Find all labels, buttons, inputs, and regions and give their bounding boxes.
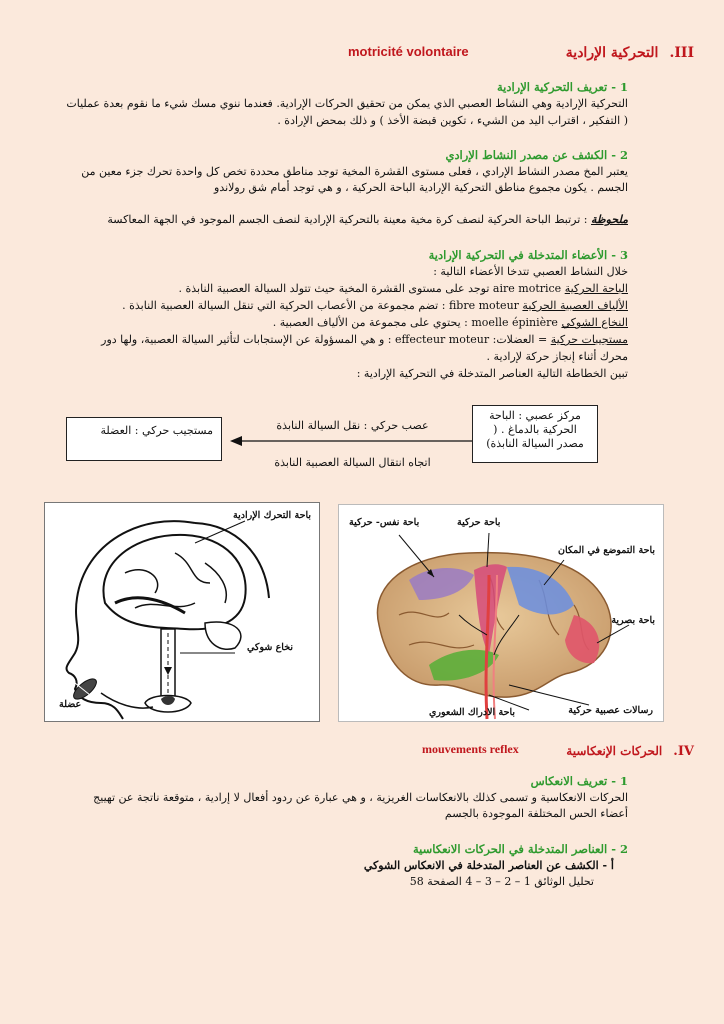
figure-left-drawing xyxy=(44,502,320,722)
s3-3-item4-ar: مستجيبات حركية xyxy=(550,333,628,346)
s3-1-line1: التحركية الإرادية وهي النشاط العصبي الذي يمكن من تحقيق الحركات الإرادية. فعندما ننوي مسك شيء ما نقوم بعدة عمليات xyxy=(66,97,628,110)
label-sensory-area: باحة الادراك الشعوري xyxy=(429,707,515,718)
section-4-title-fr: mouvements reflex xyxy=(422,742,519,756)
s4-1-line2: أعضاء الحس المختلفة الموجودة بالجسم xyxy=(444,807,628,820)
label-spinal-cord: نخاع شوكي xyxy=(247,642,293,653)
s3-2-note-text: : ترتبط الباحة الحركية لنصف كرة مخية معينة بالتحركية الإرادية لنصف الجسم الموجود في الجهة المعاكسة xyxy=(107,213,588,226)
scheme-center-box: مركز عصبي : الباحة الحركية بالدماغ . ( مصدر السيالة النابذة) xyxy=(472,405,598,463)
brain-areas-drawing xyxy=(339,505,663,721)
label-voluntary-area: باحة التحرك الإرادية xyxy=(233,510,311,521)
s3-3-item3-fr: moelle épinière xyxy=(471,316,558,329)
s4-2-heading: 2 - العناصر المتدخلة في الحركات الانعكاسية xyxy=(412,842,628,856)
s3-1-line2: ( التفكير ، اقتراب اليد من الشيء ، تكوين قبضة الأخذ ) و ذلك بمحض الإرادة . xyxy=(277,114,628,127)
section-3-title-ar: التحركية الإرادية xyxy=(565,45,659,61)
s3-3-intro: خلال النشاط العصبي تتدخا الأعضاء التالية : xyxy=(433,265,628,278)
s3-2-line1: يعتبر المخ مصدر النشاط الإرادي ، فعلى مستوى القشرة المخية توجد مناطق محددة تخص كل واحدة تحرك جزء معين من xyxy=(81,165,628,178)
label-motor-area: باحة حركية xyxy=(457,517,501,528)
label-motor-messages: رسالات عصبية حركية xyxy=(568,705,653,716)
figure-right-brain xyxy=(338,504,664,722)
s3-3-item2-ar: الألياف العصبية الحركية xyxy=(522,299,628,312)
scheme-direction-label: اتجاه انتقال السيالة العصبية النابذة xyxy=(274,456,431,469)
scheme-nerve-label: عصب حركي : نقل السيالة النابذة xyxy=(276,419,429,432)
section-3-title-fr: motricité volontaire xyxy=(348,44,469,59)
s3-3-item1-ar: الباحة الحركية xyxy=(564,282,628,295)
s3-3-item3-text: : يحتوي على مجموعة من الألياف العصبية . xyxy=(272,316,468,329)
s3-3-item4 xyxy=(8,332,628,347)
s4-1-heading: 1 - تعريف الانعكاس xyxy=(530,774,628,788)
s3-3-item2-text: : تضم مجموعة من الأعصاب الحركية التي تنقل السيالة العصبية النابذة . xyxy=(122,299,446,312)
section-4-title-ar: الحركات الإنعكاسية xyxy=(566,744,663,758)
s3-3-item4-line2: محرك أثناء إنجاز حركة لإرادية . xyxy=(486,350,628,363)
s3-3-item3-ar: النخاع الشوكي xyxy=(561,316,628,329)
s4-1-line1: الحركات الانعكاسية و تسمى كذلك بالانعكاسات الغريزية ، و هي عبارة عن ردود أفعال لا إرادية ، متوقعة ناتجة عن تهييج xyxy=(93,791,628,804)
label-visual-area: باحة بصرية xyxy=(611,615,655,626)
s3-2-note-label: ملحوظة xyxy=(591,213,628,226)
s3-3-heading: 3 - الأعضاء المتدخلة في التحركية الإرادية xyxy=(428,248,628,262)
label-muscle: عضلة xyxy=(59,699,82,710)
s3-3-item2 xyxy=(28,298,628,313)
s3-2-heading: 2 - الكشف عن مصدر النشاط الإرادي xyxy=(445,148,628,162)
s3-2-line2: الجسم . يكون مجموع مناطق التحركية الإرادية الباحة الحركية ، و هي توجد أمام شق رولاندو xyxy=(214,181,628,194)
section-4-number: IV. xyxy=(673,744,694,759)
scheme-effector-box: مستجيب حركي : العضلة xyxy=(66,417,222,461)
head-brain-drawing xyxy=(45,503,319,721)
s3-3-item4-mid: = العضلات: xyxy=(492,333,548,346)
s4-2-sub-a: أ - الكشف عن العناصر المتدخلة في الانعكاس الشوكي xyxy=(363,859,614,872)
s3-3-item1-text: توجد على مستوى القشرة المخية حيث تتولد السيالة العصبية النابذة . xyxy=(178,282,490,295)
s3-1-heading: 1 - تعريف التحركية الإرادية xyxy=(496,80,628,94)
label-psychomotor-area: باحة نفس- حركية xyxy=(349,517,420,528)
s3-3-item2-fr: fibre moteur xyxy=(448,299,519,312)
section-3-number: III. xyxy=(669,45,694,61)
s3-3-item1-fr: aire motrice xyxy=(492,282,562,295)
s3-3-item3 xyxy=(28,315,628,330)
scheme-arrow xyxy=(228,434,474,448)
s3-3-item4-fr: effecteur moteur xyxy=(395,333,490,346)
label-spatial-area: باحة التموضع في المكان xyxy=(558,545,655,556)
s3-3-item1 xyxy=(28,281,628,296)
s3-2-note xyxy=(8,212,628,227)
s4-2-analysis: تحليل الوثائق 1 – 2 – 3 – 4 الصفحة 58 xyxy=(409,875,594,888)
s3-3-item4-text: : و هي المسؤولة عن الإستجابات لتأثير السيالة العصبية، ولها دور xyxy=(101,333,392,346)
s3-3-scheme-intro: تبين الخطاطة التالية العناصر المتدخلة في التحركية الإرادية : xyxy=(356,367,628,380)
